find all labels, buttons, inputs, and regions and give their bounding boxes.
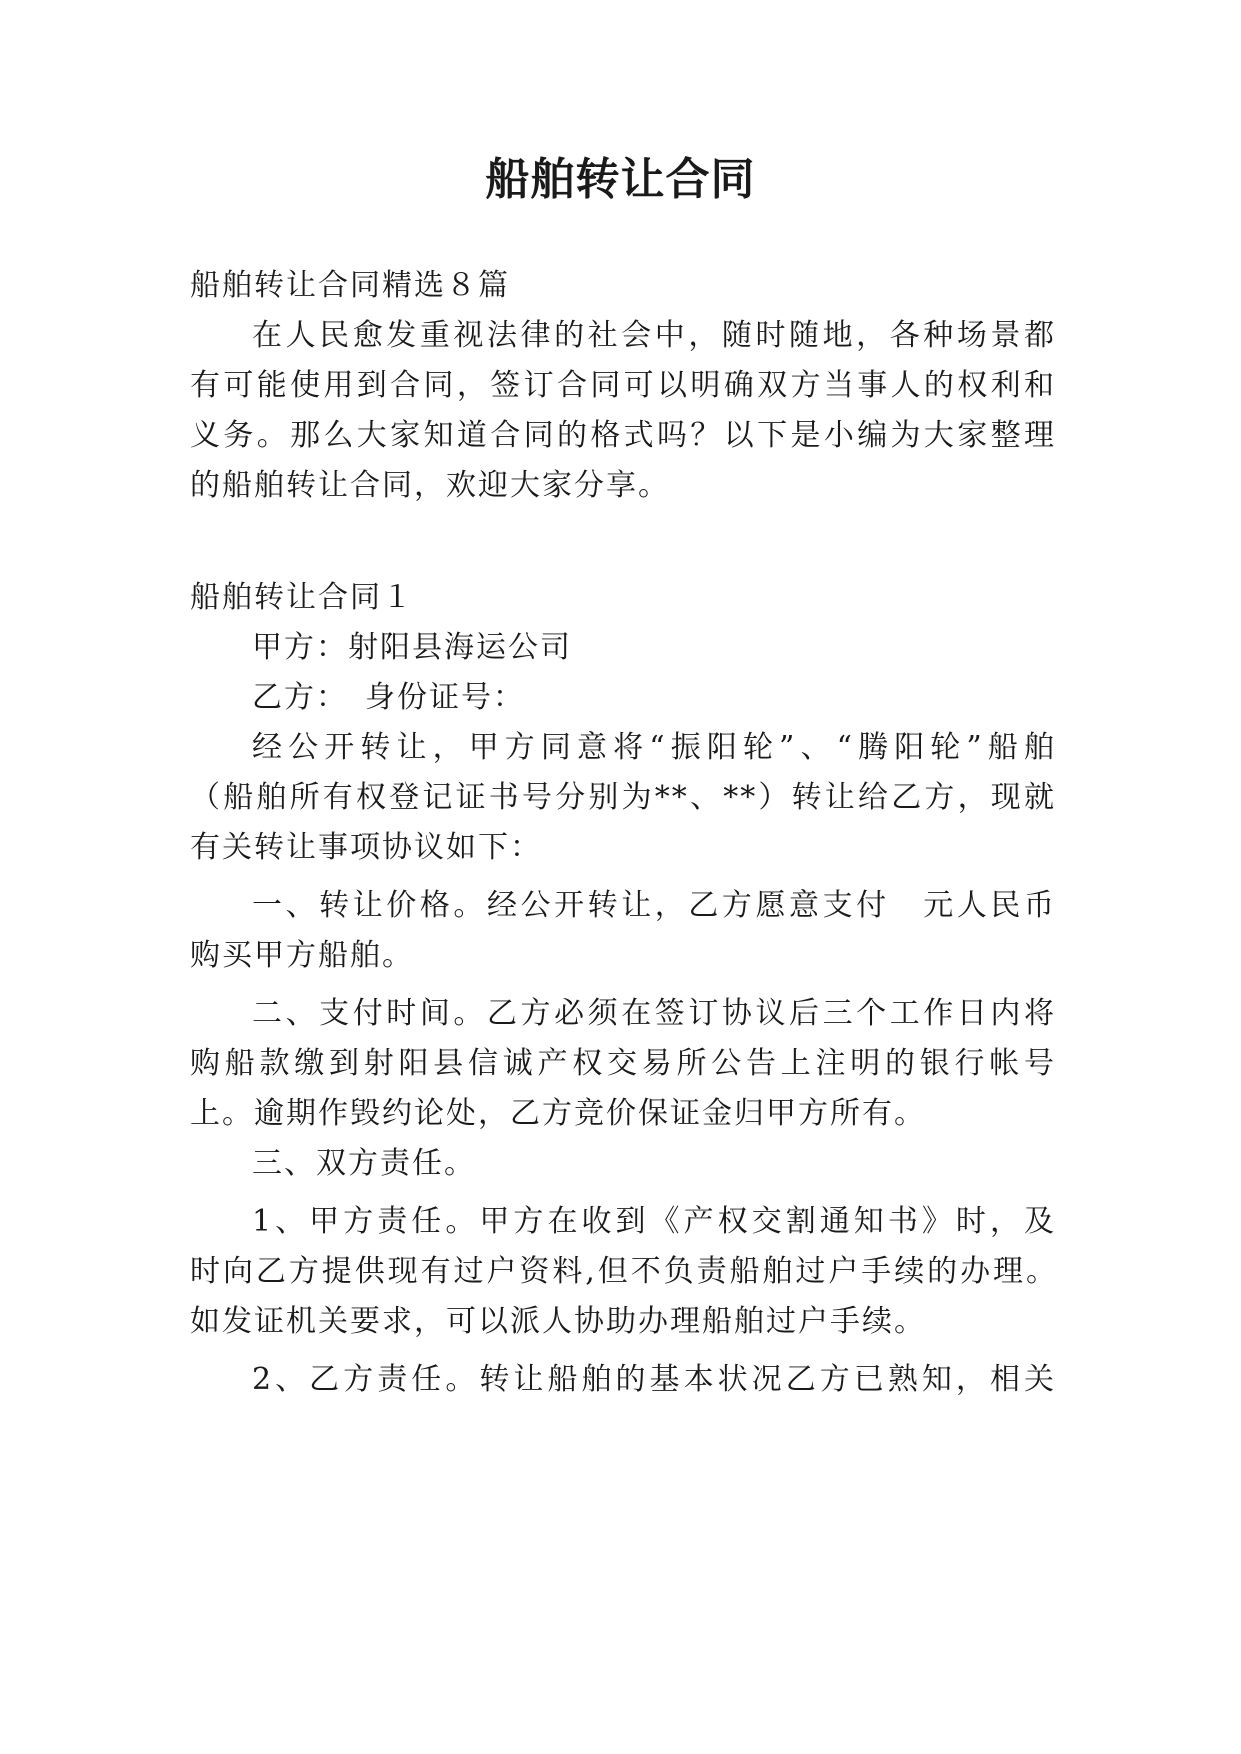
clause-line: 二、支付时间。乙方必须在签订协议后三个工作日内将	[252, 996, 1056, 1031]
clause-line: 上。逾期作毁约论处，乙方竞价保证金归甲方所有。	[190, 1096, 926, 1131]
clause-line: 2、乙方责任。转让船舶的基本状况乙方已熟知，相关	[252, 1362, 1056, 1397]
paragraph-line: 的船舶转让合同，欢迎大家分享。	[190, 468, 670, 503]
clause-line: 三、双方责任。	[252, 1146, 476, 1181]
paragraph-line: 经公开转让，甲方同意将“振阳轮”、“腾阳轮”船舶	[252, 730, 1056, 765]
party-a-line: 甲方：射阳县海运公司	[252, 630, 572, 665]
paragraph-line: 在人民愈发重视法律的社会中，随时随地，各种场景都	[252, 318, 1056, 353]
paragraph-line: 有关转让事项协议如下：	[190, 830, 542, 865]
paragraph-line: 义务。那么大家知道合同的格式吗？以下是小编为大家整理	[190, 418, 1056, 453]
clause-line: 时向乙方提供现有过户资料,但不负责船舶过户手续的办理。	[190, 1254, 1056, 1289]
subtitle-line: 船舶转让合同精选８篇	[190, 268, 510, 303]
paragraph-line: （船舶所有权登记证书号分别为**、**）转让给乙方，现就	[190, 780, 1056, 815]
clause-line: 购买甲方船舶。	[190, 938, 414, 973]
clause-line: 一、转让价格。经公开转让，乙方愿意支付 元人民币	[252, 888, 1056, 923]
party-b-line: 乙方： 身份证号：	[252, 680, 525, 715]
clause-line: 1、甲方责任。甲方在收到《产权交割通知书》时，及	[252, 1204, 1056, 1239]
paragraph-line: 有可能使用到合同，签订合同可以明确双方当事人的权利和	[190, 368, 1056, 403]
document-title: 船舶转让合同	[485, 154, 756, 205]
clause-line: 如发证机关要求，可以派人协助办理船舶过户手续。	[190, 1304, 926, 1339]
clause-line: 购船款缴到射阳县信诚产权交易所公告上注明的银行帐号	[190, 1046, 1056, 1081]
section-heading: 船舶转让合同１	[190, 580, 414, 615]
